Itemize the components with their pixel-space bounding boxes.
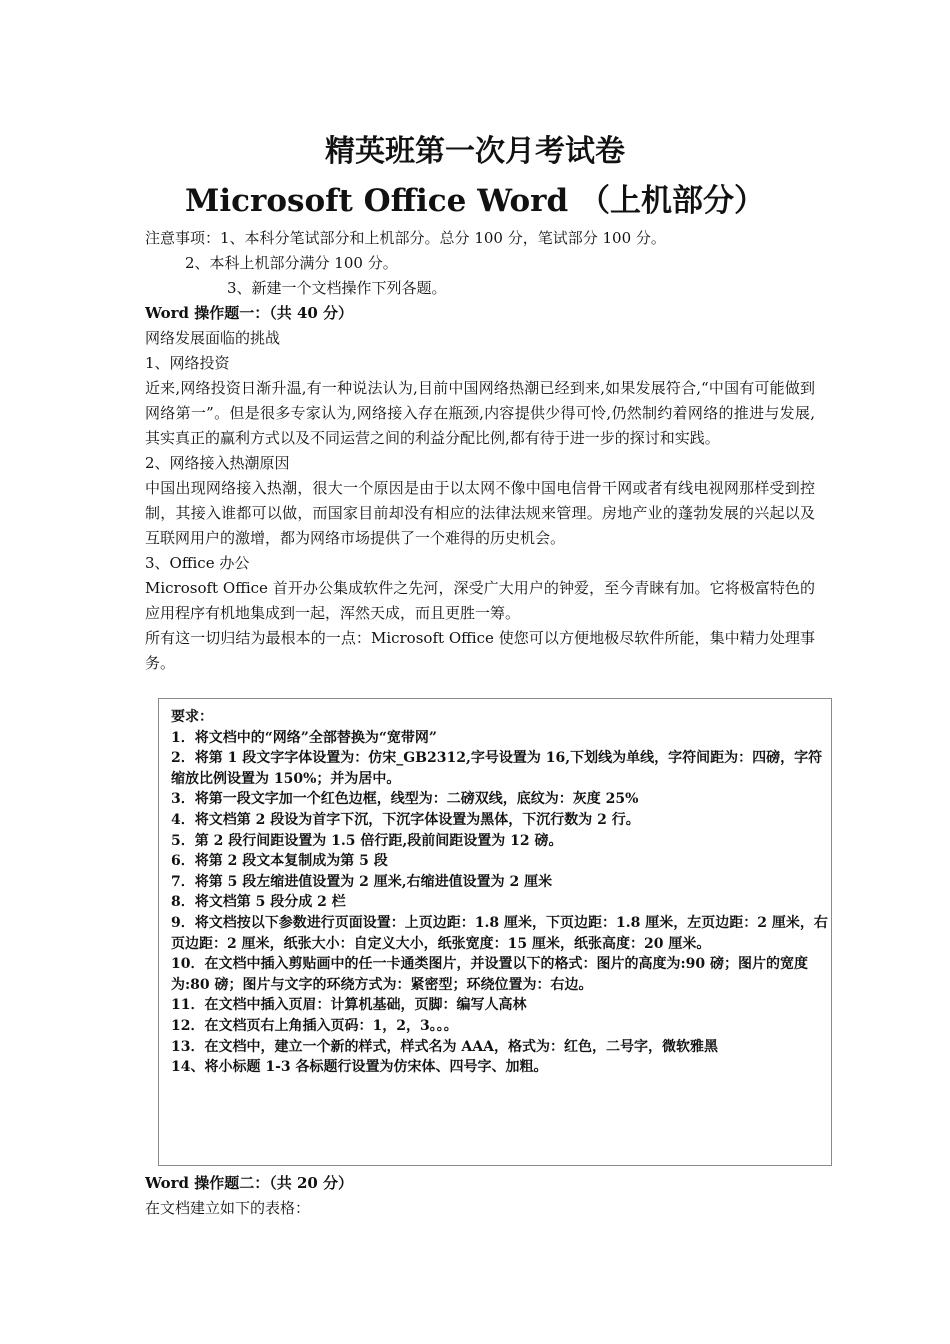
requirement-item: 8．将文档第 5 段分成 2 栏: [171, 894, 346, 911]
paragraph-2: 中国出现网络接入热潮，很大一个原因是由于以太网不像中国电信骨干网或者有线电视网那样受到控制，其接入谁都可以做，而国家目前却没有相应的法律法规来管理。房地产业的蓬勃发展的兴起以及互联网用户的激增，都为网络市场提供了一个难得的历史机会。: [145, 479, 815, 547]
requirement-item: 2．将第 1 段文字字体设置为：仿宋_GB2312,字号设置为 16,下划线为单线，字符间距为：四磅，字符缩放比例设置为 150%；并为居中。: [171, 750, 823, 787]
subheading-2: 2、网络接入热潮原因: [145, 454, 290, 472]
requirement-item: 14、将小标题 1-3 各标题行设置为仿宋体、四号字、加粗。: [171, 1059, 548, 1076]
requirement-item: 7．将第 5 段左缩进值设置为 2 厘米,右缩进值设置为 2 厘米: [171, 873, 553, 890]
subheading-1: 1、网络投资: [145, 354, 230, 372]
requirement-item: 5．第 2 段行间距设置为 1.5 倍行距,段前间距设置为 12 磅。: [171, 832, 563, 849]
requirement-item: 3．将第一段文字加一个红色边框，线型为：二磅双线，底纹为：灰度 25%: [171, 791, 639, 808]
requirement-item: 12．在文档页右上角插入页码：1，2，3。。。: [171, 1017, 458, 1034]
exam-body: [145, 226, 815, 676]
requirement-item: 6．将第 2 段文本复制成为第 5 段: [171, 853, 388, 870]
section1-heading: Word 操作题一：（共 40 分）: [145, 304, 354, 322]
section2: [145, 1171, 815, 1221]
section2-heading: Word 操作题二：（共 20 分）: [145, 1174, 354, 1192]
note-1: 注意事项：1、本科分笔试部分和上机部分。总分 100 分，笔试部分 100 分。: [145, 229, 666, 247]
requirement-item: 4．将文档第 2 段设为首字下沉，下沉字体设置为黑体，下沉行数为 2 行。: [171, 811, 640, 828]
exam-title: 精英班第一次月考试卷: [325, 134, 625, 169]
exam-subtitle: Microsoft Office Word （上机部分）: [185, 183, 765, 219]
requirement-item: 9．将文档按以下参数进行页面设置：上页边距：1.8 厘米，下页边距：1.8 厘米，左页边距：2 厘米，右页边距：2 厘米，纸张大小：自定义大小，纸张宽度：15 厘米，纸张高度：20 厘米。: [171, 914, 828, 952]
requirement-item: 11．在文档中插入页眉：计算机基础，页脚：编写人高林: [171, 997, 527, 1014]
paragraph-3: Microsoft Office 首开办公集成软件之先河，深受广大用户的钟爱，至今青睐有加。它将极富特色的应用程序有机地集成到一起，浑然天成，而且更胜一筹。: [145, 579, 815, 622]
requirements-list: [171, 707, 831, 1078]
doc-title: 网络发展面临的挑战: [145, 329, 281, 347]
section2-instruction: 在文档建立如下的表格：: [145, 1199, 311, 1217]
subheading-3: 3、Office 办公: [145, 554, 250, 572]
requirement-item: 10．在文档中插入剪贴画中的任一卡通类图片，并设置以下的格式：图片的高度为:90 磅；图片的宽度为:80 磅；图片与文字的环绕方式为：紧密型；环绕位置为：右边。: [171, 956, 809, 993]
requirement-item: 13．在文档中，建立一个新的样式，样式名为 AAA，格式为：红色，二号字，微软雅黑: [171, 1038, 718, 1055]
note-3: 3、新建一个文档操作下列各题。: [227, 279, 447, 297]
requirements-heading: 要求：: [171, 709, 213, 725]
paragraph-4: 所有这一切归结为最根本的一点：Microsoft Office 使您可以方便地极尽软件所能，集中精力处理事务。: [145, 629, 815, 672]
paragraph-1: 近来,网络投资日渐升温,有一种说法认为,目前中国网络热潮已经到来,如果发展符合,“中国有可能做到网络第一”。但是很多专家认为,网络接入存在瓶颈,内容提供少得可怜,仍然制约着网络的推进与发展,其实真正的赢利方式以及不同运营之间的利益分配比例,都有待于进一步的探讨和实践。: [145, 379, 815, 447]
requirements-box: [158, 698, 832, 1166]
requirement-item: 1．将文档中的“网络”全部替换为“宽带网”: [171, 729, 437, 746]
note-2: 2、本科上机部分满分 100 分。: [185, 254, 398, 272]
